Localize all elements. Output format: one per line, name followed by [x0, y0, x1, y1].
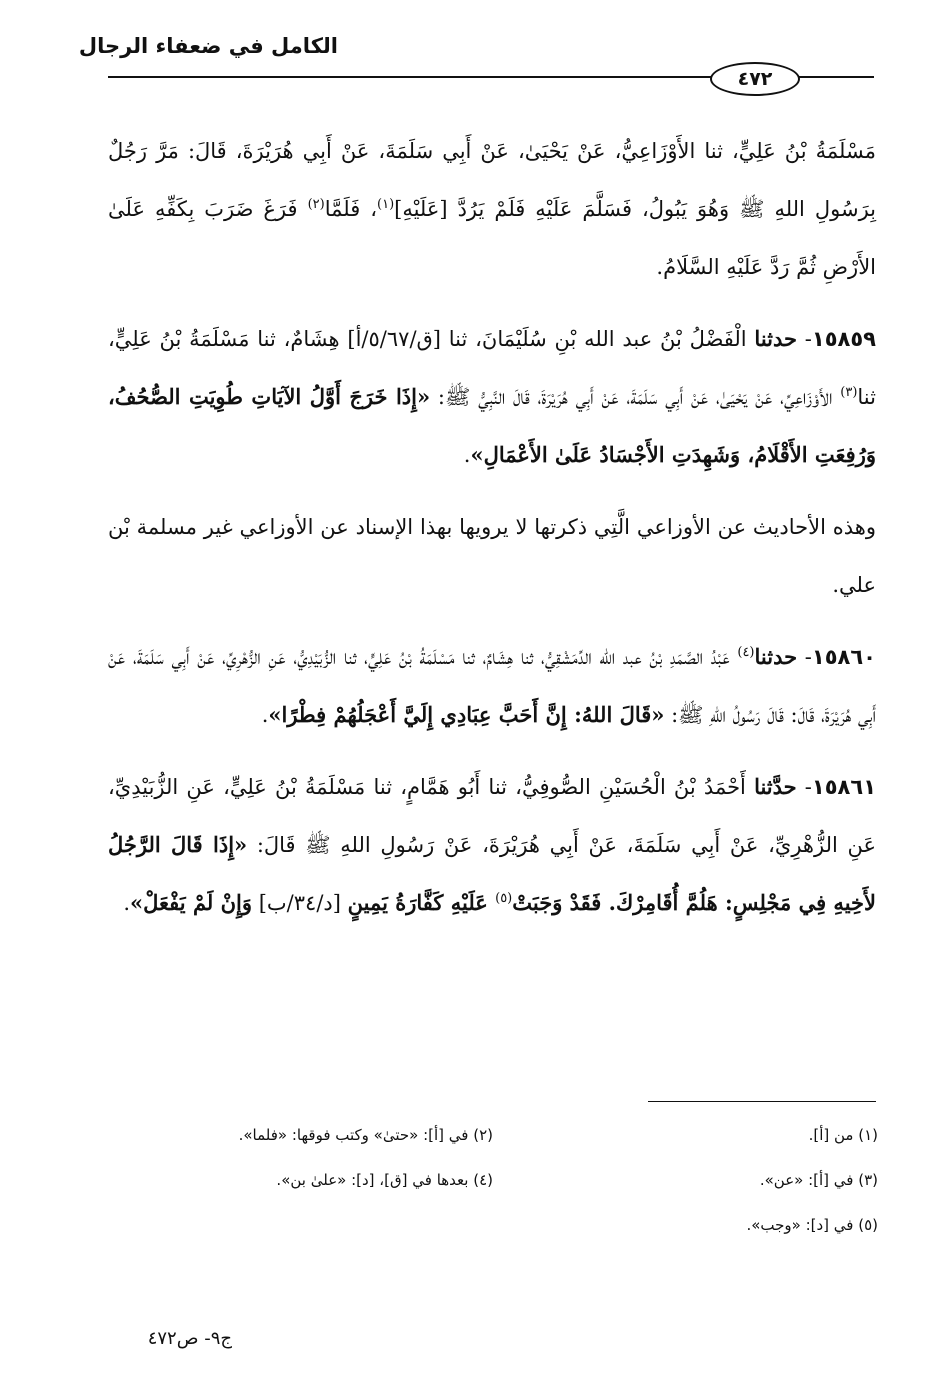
footnote-1: (١) من [أ].	[808, 1125, 878, 1144]
footnote-4: (٤) بعدها في [ق]، [د]: «علىٰ بن».	[276, 1170, 493, 1189]
footnote-5: (٥) في [د]: «وجب».	[746, 1215, 878, 1234]
isnad-text: الْفَضْلُ بْنُ عبد الله بْنِ سُلَيْمَانَ، ثنا [ق/٥/٦٧/أ] هِشَامٌ، ثنا مَسْلَمَةُ بْنُ عَلِيٍّ، ثنا	[108, 327, 876, 409]
hadith-15859	[108, 310, 876, 484]
period: .	[261, 703, 269, 727]
hadith-number: ١٥٨٦١	[811, 775, 877, 799]
isnad-keyword: حدثنا	[754, 326, 798, 351]
text-segment: فَرَغَ ضَرَبَ بِكَفِّهِ عَلَىٰ الأَرْضِ ثُمَّ رَدَّ عَلَيْهِ السَّلَامُ.	[108, 197, 876, 279]
hadith-15860	[108, 628, 876, 744]
hadith-matn: عَلَيْهِ كَفَّارَةُ يَمِينٍ	[347, 890, 496, 915]
hadith-number: ١٥٨٥٩	[811, 327, 876, 351]
page-footer: ج٩- ص٤٧٢	[147, 1328, 232, 1349]
period: .	[123, 891, 131, 915]
hadith-matn: «قَالَ اللهُ: إِنَّ أَحَبَّ عِبَادِي إِلَيَّ أَعْجَلُهُمْ فِطْرًا»	[268, 702, 665, 727]
isnad-keyword: حدَّثنا	[754, 774, 797, 799]
footnote-ref-3: (٣)	[840, 385, 858, 400]
hadith-matn: «إِذَا قَالَ الرَّجُلُ لأَخِيهِ فِي مَجْلِسٍ: هَلُمَّ أُقَامِرْكَ. فَقَدْ وَجَبَتْ	[108, 832, 876, 915]
isnad-text: الأَوْزَاعِيِّ، عَنْ يَحْيَىٰ، عَنْ أَبِي سَلَمَةَ، عَنْ أَبِي هُرَيْرَةَ، قَالَ النَّبِيُّ ﷺ:	[430, 385, 841, 409]
footnote-ref-5: (٥)	[495, 891, 513, 906]
isnad-text: عَبْدُ الصَّمَدِ بْنُ عبد الله الدِّمَشْقِيُّ، ثنا هِشَامٌ، ثنا مَسْلَمَةُ بْنُ عَلِيٍّ، ثنا الزُّبَيْدِيُّ، عَنِ الزُّهْرِيِّ، عَنْ أَبِي سَلَمَةَ، عَنْ أَبِي هُرَيْرَةَ، قَالَ: قَالَ رَسُولُ اللهِ ﷺ:	[108, 645, 876, 727]
footnote-row	[108, 1157, 878, 1202]
commentary-paragraph: وهذه الأحاديث عن الأوزاعي الَّتِي ذكرتها لا يرويها بهذا الإسناد عن الأوزاعي غير مسلمة بْن علي.	[108, 515, 876, 597]
isnad-keyword: حدثنا	[754, 644, 798, 669]
running-title: الكامل في ضعفاء الرجال	[78, 34, 338, 58]
main-text	[108, 122, 876, 946]
hadith-matn: وَإِنْ لَمْ يَفْعَلْ»	[130, 890, 253, 915]
dash: -	[797, 327, 812, 351]
isnad-text: أَحْمَدُ بْنُ الْحُسَيْنِ الصُّوفِيُّ، ثنا أَبُو هَمَّامٍ، ثنا مَسْلَمَةُ بْنُ عَلِيٍّ، عَنِ الزُّبَيْدِيِّ، عَنِ الزُّهْرِيِّ، عَنْ أَبِي سَلَمَةَ، عَنْ أَبِي هُرَيْرَةَ، عَنْ رَسُولِ اللهِ ﷺ قَالَ:	[108, 775, 876, 857]
footnote-row	[108, 1202, 878, 1247]
manuscript-ref: [د/٣٤/ب]	[252, 891, 348, 915]
footnote-3: (٣) في [أ]: «عن».	[759, 1170, 878, 1189]
footnote-separator	[648, 1101, 876, 1102]
footnote-row	[108, 1112, 878, 1157]
hadith-matn: «إِذَا خَرَجَ أَوَّلُ الآيَاتِ طُوِيَتِ الصُّحُفُ، وَرُفِعَتِ الأَقْلَامُ، وَشَهِدَتِ الأَجْسَادُ عَلَىٰ الأَعْمَالِ»	[108, 384, 876, 467]
period: .	[463, 443, 471, 467]
hadith-15861	[108, 758, 876, 932]
footnote-2: (٢) في [أ]: «حتىٰ» وكتب فوقها: «فلما».	[238, 1125, 493, 1144]
page-number-badge: ٤٧٢	[710, 62, 800, 96]
text-segment: ، فَلَمَّا	[324, 197, 377, 221]
paragraph-continuation	[108, 122, 876, 296]
dash: -	[796, 775, 812, 799]
footnote-ref-1: (١)	[377, 197, 395, 212]
dash: -	[797, 645, 812, 669]
text-segment: مَسْلَمَةُ بْنُ عَلِيٍّ، ثنا الأَوْزَاعِيُّ، عَنْ يَحْيَىٰ، عَنْ أَبِي سَلَمَةَ، عَنْ أَبِي هُرَيْرَةَ، قَالَ: مَرَّ رَجُلٌ بِرَسُولِ اللهِ ﷺ وَهُوَ يَبُولُ، فَسَلَّمَ عَلَيْهِ فَلَمْ يَرُدَّ [عَلَيْهِ]	[108, 139, 876, 221]
hadith-number: ١٥٨٦٠	[811, 645, 876, 669]
footnote-ref-2: (٢)	[307, 197, 325, 212]
footnotes	[108, 1112, 878, 1247]
footnote-ref-4: (٤)	[737, 645, 755, 660]
